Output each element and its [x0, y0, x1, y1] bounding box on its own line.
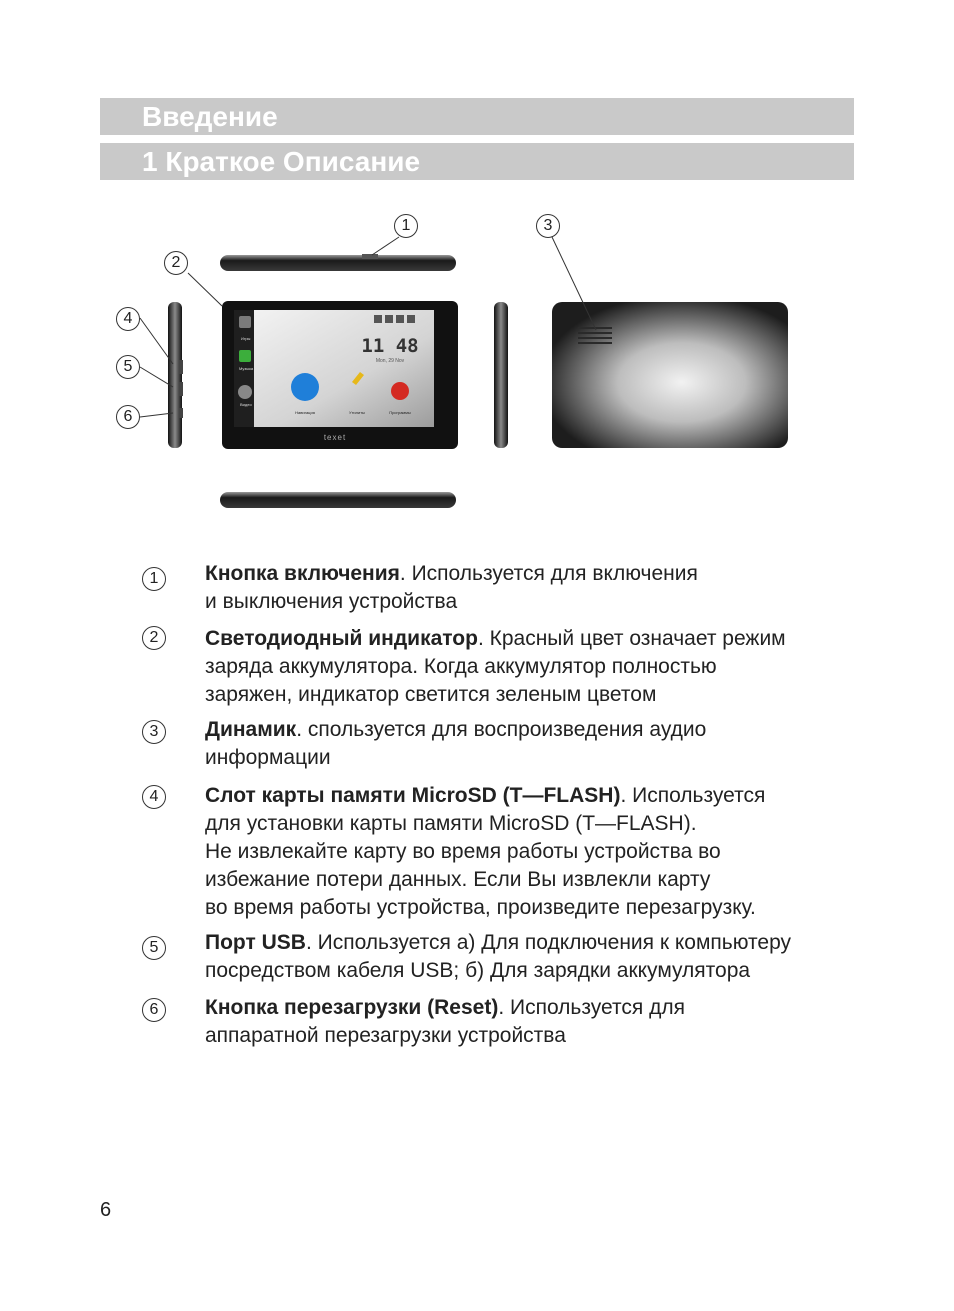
item-2-title: Светодиодный индикатор	[205, 627, 478, 650]
item-1-number: 1	[142, 567, 166, 591]
item-4-line-5: во время работы устройства, произведите перезагрузку.	[205, 896, 756, 919]
item-4-line-2: для установки карты памяти MicroSD (T—FLASH).	[205, 812, 697, 835]
callout-6: 6	[116, 405, 140, 429]
programs-apple-icon	[391, 382, 409, 400]
screen-label-games: Игры	[241, 336, 251, 341]
item-4-number: 4	[142, 785, 166, 809]
item-3-line-1: Динамик. спользуется для воспроизведения аудио	[205, 718, 707, 741]
item-2-number: 2	[142, 626, 166, 650]
page-number: 6	[100, 1199, 112, 1221]
item-2-line-1: Светодиодный индикатор. Красный цвет означает режим	[205, 627, 786, 650]
callout-5: 5	[116, 355, 140, 379]
item-6-text	[205, 994, 865, 1050]
item-1-line-2: и выключения устройства	[205, 590, 458, 613]
screen-label-video: Видео	[240, 402, 252, 407]
callout-4: 4	[116, 307, 140, 331]
callout-3: 3	[536, 214, 560, 238]
navigation-globe-icon	[291, 373, 319, 401]
item-6-number: 6	[142, 998, 166, 1022]
screen-label-music: Музыка	[239, 366, 254, 371]
callout-2: 2	[164, 251, 188, 275]
screen-label-utilities: Утилиты	[349, 410, 365, 415]
device-top-edge	[220, 254, 456, 271]
item-5-number: 5	[142, 936, 166, 960]
games-icon	[239, 316, 251, 328]
item-6-line-1: Кнопка перезагрузки (Reset). Используется для	[205, 996, 685, 1019]
item-4-line-1: Слот карты памяти MicroSD (T—FLASH). Используется	[205, 784, 766, 807]
item-1-text	[205, 560, 865, 616]
callout-1: 1	[394, 214, 418, 238]
section-heading: Введение	[142, 101, 278, 132]
device-right-side	[494, 302, 508, 448]
item-3-text	[205, 716, 865, 772]
item-1-line-1: Кнопка включения. Используется для включения	[205, 562, 698, 585]
screen-time: 11 48	[361, 335, 419, 357]
item-3-number: 3	[142, 720, 166, 744]
device-left-side	[168, 302, 183, 448]
device-bottom-edge	[220, 492, 456, 508]
item-1-title: Кнопка включения	[205, 562, 400, 585]
item-6-line-2: аппаратной перезагрузки устройства	[205, 1024, 566, 1047]
item-5-text	[205, 929, 865, 985]
section-heading-bar	[100, 98, 854, 135]
music-icon	[239, 350, 251, 362]
item-3-line-2: информации	[205, 746, 331, 769]
item-4-line-3: Не извлекайте карту во время работы устройства во	[205, 840, 721, 863]
subsection-heading-bar	[100, 143, 854, 180]
item-3-title: Динамик	[205, 718, 297, 741]
screen-label-programs: Программы	[389, 410, 411, 415]
video-icon	[238, 385, 252, 399]
item-5-line-2: посредством кабеля USB; б) Для зарядки аккумулятора	[205, 959, 751, 982]
device-diagram	[100, 200, 820, 520]
item-4-title: Слот карты памяти MicroSD (T—FLASH)	[205, 784, 621, 807]
item-5-title: Порт USB	[205, 931, 306, 954]
device-back	[552, 302, 788, 448]
power-button-shape	[362, 254, 378, 259]
device-front	[222, 301, 458, 449]
device-brand-logo: texet	[323, 433, 347, 442]
item-4-text	[205, 782, 865, 922]
screen-label-navigation: Навигация	[295, 410, 315, 415]
item-6-title: Кнопка перезагрузки (Reset)	[205, 996, 499, 1019]
item-2-text	[205, 625, 865, 709]
item-2-line-2: заряда аккумулятора. Когда аккумулятор полностью	[205, 655, 717, 678]
item-4-line-4: избежание потери данных. Если Вы извлекли карту	[205, 868, 711, 891]
item-5-line-1: Порт USB. Используется а) Для подключения к компьютеру	[205, 931, 792, 954]
subsection-heading: 1 Краткое Описание	[142, 146, 421, 177]
item-2-line-3: заряжен, индикатор светится зеленым цветом	[205, 683, 657, 706]
screen-date: Mon, 29 Nov	[375, 358, 405, 364]
